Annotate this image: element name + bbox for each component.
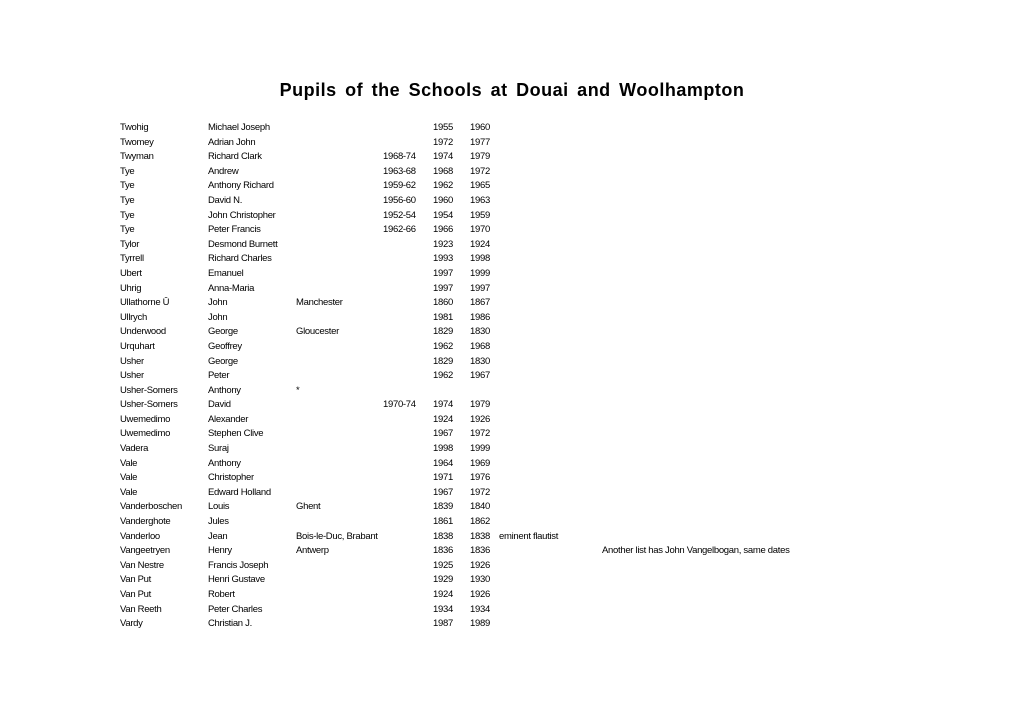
place-cell: * — [296, 384, 300, 396]
start-year-cell: 1929 — [433, 574, 453, 586]
start-year-cell: 1934 — [433, 603, 453, 615]
surname-cell: Ullathorne Ū — [120, 297, 170, 309]
forenames-cell: Edward Holland — [208, 486, 271, 498]
end-year-cell: 1972 — [470, 165, 490, 177]
table-row — [0, 530, 1024, 545]
forenames-cell: David — [208, 399, 231, 411]
table-row — [0, 238, 1024, 253]
end-year-cell: 1967 — [470, 370, 490, 382]
table-row — [0, 544, 1024, 559]
table-row — [0, 457, 1024, 472]
table-row — [0, 296, 1024, 311]
forenames-cell: Anna-Maria — [208, 282, 255, 294]
prep-years-cell: 1962-66 — [383, 224, 416, 236]
table-row — [0, 179, 1024, 194]
start-year-cell: 1997 — [433, 282, 453, 294]
start-year-cell: 1962 — [433, 180, 453, 192]
table-row — [0, 617, 1024, 632]
end-year-cell: 1999 — [470, 443, 490, 455]
surname-cell: Vale — [120, 486, 138, 498]
table-row — [0, 267, 1024, 282]
surname-cell: Vanderboschen — [120, 501, 182, 513]
start-year-cell: 1968 — [433, 165, 453, 177]
surname-cell: Twomey — [120, 136, 154, 148]
start-year-cell: 1924 — [433, 589, 453, 600]
forenames-cell: Geoffrey — [208, 340, 242, 352]
surname-cell: Uwemedimo — [120, 428, 171, 440]
surname-cell: Vardy — [120, 618, 143, 630]
start-year-cell: 1971 — [433, 472, 453, 484]
forenames-cell: Louis — [208, 501, 230, 513]
end-year-cell: 1838 — [470, 530, 490, 542]
prep-years-cell: 1970-74 — [383, 399, 416, 411]
table-row — [0, 559, 1024, 574]
start-year-cell: 1923 — [433, 238, 453, 250]
table-row — [0, 384, 1024, 399]
start-year-cell: 1972 — [433, 136, 453, 148]
forenames-cell: Adrian John — [208, 136, 256, 148]
table-row — [0, 194, 1024, 209]
start-year-cell: 1967 — [433, 428, 453, 440]
end-year-cell: 1830 — [470, 326, 490, 338]
forenames-cell: Peter — [208, 370, 230, 382]
surname-cell: Tyrrell — [120, 253, 144, 265]
forenames-cell: Peter Charles — [208, 603, 263, 615]
pupil-list — [0, 121, 1024, 632]
place-cell: Antwerp — [296, 545, 329, 557]
start-year-cell: 1987 — [433, 618, 453, 630]
end-year-cell: 1979 — [470, 151, 490, 163]
forenames-cell: Henri Gustave — [208, 574, 265, 586]
prep-years-cell: 1959-62 — [383, 180, 416, 192]
forenames-cell: Francis Joseph — [208, 559, 269, 571]
start-year-cell: 1962 — [433, 370, 453, 382]
forenames-cell: Peter Francis — [208, 224, 261, 236]
forenames-cell: Anthony Richard — [208, 180, 274, 192]
forenames-cell: Andrew — [208, 165, 239, 177]
end-year-cell: 1960 — [470, 122, 490, 133]
start-year-cell: 1836 — [433, 545, 453, 557]
end-year-cell: 1840 — [470, 501, 490, 513]
table-row — [0, 500, 1024, 515]
start-year-cell: 1962 — [433, 340, 453, 352]
table-row — [0, 252, 1024, 267]
forenames-cell: Christian J. — [208, 618, 252, 630]
table-row — [0, 136, 1024, 151]
table-row — [0, 325, 1024, 340]
surname-cell: Vanderghote — [120, 516, 171, 528]
surname-cell: Van Nestre — [120, 559, 164, 571]
table-row — [0, 398, 1024, 413]
start-year-cell: 1829 — [433, 355, 453, 367]
table-row — [0, 223, 1024, 238]
start-year-cell: 1993 — [433, 253, 453, 265]
table-row — [0, 573, 1024, 588]
end-year-cell: 1959 — [470, 209, 490, 221]
surname-cell: Tye — [120, 224, 135, 236]
end-year-cell: 1989 — [470, 618, 490, 630]
table-row — [0, 282, 1024, 297]
end-year-cell: 1924 — [470, 238, 490, 250]
forenames-cell: John — [208, 311, 228, 323]
forenames-cell: Robert — [208, 589, 235, 600]
end-year-cell: 1934 — [470, 603, 490, 615]
forenames-cell: John Christopher — [208, 209, 276, 221]
table-row — [0, 121, 1024, 136]
forenames-cell: Anthony — [208, 384, 241, 396]
surname-cell: Usher — [120, 355, 144, 367]
start-year-cell: 1838 — [433, 530, 453, 542]
end-year-cell: 1862 — [470, 516, 490, 528]
start-year-cell: 1860 — [433, 297, 453, 309]
surname-cell: Tye — [120, 165, 135, 177]
surname-cell: Van Put — [120, 589, 151, 600]
surname-cell: Tye — [120, 209, 135, 221]
place-cell: Manchester — [296, 297, 343, 309]
start-year-cell: 1955 — [433, 122, 453, 133]
place-cell: Gloucester — [296, 326, 339, 338]
surname-cell: Twohig — [120, 122, 149, 133]
surname-cell: Urquhart — [120, 340, 155, 352]
table-row — [0, 150, 1024, 165]
start-year-cell: 1974 — [433, 399, 453, 411]
table-row — [0, 603, 1024, 618]
table-row — [0, 165, 1024, 180]
forenames-cell: Jean — [208, 530, 228, 542]
start-year-cell: 1960 — [433, 194, 453, 206]
end-year-cell: 1965 — [470, 180, 490, 192]
end-year-cell: 1976 — [470, 472, 490, 484]
end-year-cell: 1979 — [470, 399, 490, 411]
end-year-cell: 1998 — [470, 253, 490, 265]
forenames-cell: Henry — [208, 545, 232, 557]
forenames-cell: David N. — [208, 194, 243, 206]
start-year-cell: 1925 — [433, 559, 453, 571]
surname-cell: Van Reeth — [120, 603, 162, 615]
surname-cell: Uhrig — [120, 282, 142, 294]
forenames-cell: Christopher — [208, 472, 254, 484]
forenames-cell: Richard Clark — [208, 151, 262, 163]
surname-cell: Vanderloo — [120, 530, 160, 542]
place-cell: Bois-le-Duc, Brabant — [296, 530, 378, 542]
forenames-cell: Suraj — [208, 443, 229, 455]
table-row — [0, 515, 1024, 530]
surname-cell: Ullrych — [120, 311, 147, 323]
forenames-cell: George — [208, 355, 238, 367]
start-year-cell: 1966 — [433, 224, 453, 236]
table-row — [0, 427, 1024, 442]
end-year-cell: 1926 — [470, 413, 490, 425]
table-row — [0, 355, 1024, 370]
surname-cell: Van Put — [120, 574, 151, 586]
end-year-cell: 1926 — [470, 559, 490, 571]
table-row — [0, 413, 1024, 428]
surname-cell: Vadera — [120, 443, 149, 455]
prep-years-cell: 1968-74 — [383, 151, 416, 163]
surname-cell: Vale — [120, 472, 138, 484]
prep-years-cell: 1963-68 — [383, 165, 416, 177]
surname-cell: Vangeetryen — [120, 545, 170, 557]
end-year-cell: 1926 — [470, 589, 490, 600]
start-year-cell: 1954 — [433, 209, 453, 221]
surname-cell: Underwood — [120, 326, 166, 338]
start-year-cell: 1839 — [433, 501, 453, 513]
note-cell: eminent flautist — [499, 530, 559, 542]
forenames-cell: George — [208, 326, 238, 338]
end-year-cell: 1972 — [470, 428, 490, 440]
forenames-cell: Desmond Burnett — [208, 238, 278, 250]
end-year-cell: 1999 — [470, 267, 490, 279]
end-year-cell: 1977 — [470, 136, 490, 148]
end-year-cell: 1968 — [470, 340, 490, 352]
start-year-cell: 1974 — [433, 151, 453, 163]
forenames-cell: John — [208, 297, 228, 309]
forenames-cell: Anthony — [208, 457, 241, 469]
start-year-cell: 1967 — [433, 486, 453, 498]
table-row — [0, 486, 1024, 501]
surname-cell: Tye — [120, 180, 135, 192]
forenames-cell: Alexander — [208, 413, 249, 425]
surname-cell: Uwemedimo — [120, 413, 171, 425]
table-row — [0, 442, 1024, 457]
remark-cell: Another list has John Vangelbogan, same dates — [602, 545, 790, 557]
end-year-cell: 1867 — [470, 297, 490, 309]
table-row — [0, 340, 1024, 355]
table-row — [0, 369, 1024, 384]
forenames-cell: Stephen Clive — [208, 428, 264, 440]
end-year-cell: 1930 — [470, 574, 490, 586]
surname-cell: Usher-Somers — [120, 384, 178, 396]
forenames-cell: Richard Charles — [208, 253, 272, 265]
start-year-cell: 1964 — [433, 457, 453, 469]
table-row — [0, 311, 1024, 326]
start-year-cell: 1998 — [433, 443, 453, 455]
end-year-cell: 1969 — [470, 457, 490, 469]
forenames-cell: Jules — [208, 516, 229, 528]
end-year-cell: 1972 — [470, 486, 490, 498]
page-title: Pupils of the Schools at Douai and Woolhampton — [279, 80, 745, 100]
place-cell: Ghent — [296, 501, 321, 513]
surname-cell: Usher — [120, 370, 144, 382]
end-year-cell: 1986 — [470, 311, 490, 323]
end-year-cell: 1970 — [470, 224, 490, 236]
surname-cell: Vale — [120, 457, 138, 469]
surname-cell: Usher-Somers — [120, 399, 178, 411]
table-row — [0, 471, 1024, 486]
prep-years-cell: 1952-54 — [383, 209, 416, 221]
surname-cell: Tylor — [120, 238, 140, 250]
table-row — [0, 209, 1024, 224]
forenames-cell: Michael Joseph — [208, 122, 270, 133]
start-year-cell: 1861 — [433, 516, 453, 528]
prep-years-cell: 1956-60 — [383, 194, 416, 206]
forenames-cell: Emanuel — [208, 267, 244, 279]
table-row — [0, 588, 1024, 603]
end-year-cell: 1963 — [470, 194, 490, 206]
start-year-cell: 1829 — [433, 326, 453, 338]
surname-cell: Ubert — [120, 267, 142, 279]
start-year-cell: 1997 — [433, 267, 453, 279]
start-year-cell: 1981 — [433, 311, 453, 323]
surname-cell: Twyman — [120, 151, 154, 163]
start-year-cell: 1924 — [433, 413, 453, 425]
end-year-cell: 1836 — [470, 545, 490, 557]
end-year-cell: 1997 — [470, 282, 490, 294]
end-year-cell: 1830 — [470, 355, 490, 367]
surname-cell: Tye — [120, 194, 135, 206]
